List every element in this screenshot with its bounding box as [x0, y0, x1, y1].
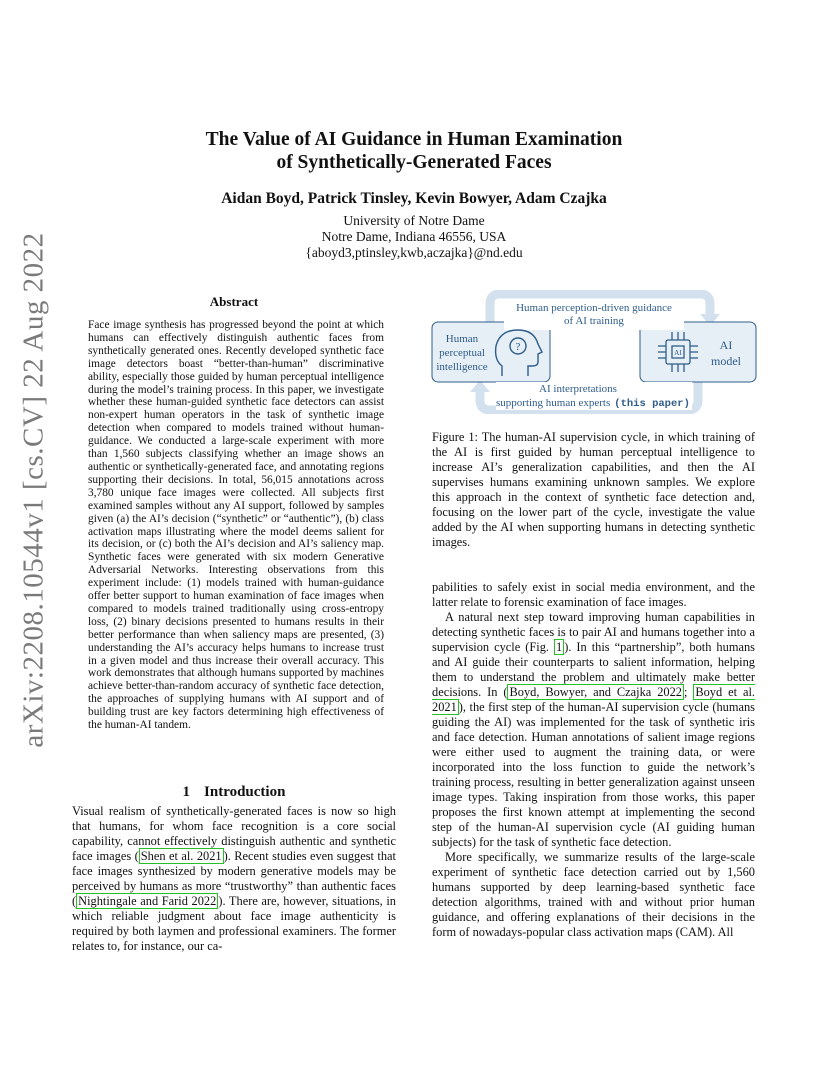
section-title: Introduction: [204, 784, 286, 800]
emails: {aboyd3,ptinsley,kwb,aczajka}@nd.edu: [305, 245, 523, 260]
intro-paragraph-2: [432, 610, 755, 850]
question-mark: ?: [515, 341, 521, 353]
paper-title: [130, 128, 698, 174]
chip-label: AI: [674, 349, 682, 357]
figure-1-cycle-diagram: [430, 290, 758, 414]
ai-label-1: AI: [719, 338, 733, 352]
text-run: ), the first step of the human-AI supervision cycle (humans guiding the AI) was implemented for the task of synthetic iris and face detection. Human annotations of salient image regions were either used to augment the training data, or were incorporated into the loss function to guide the network’s training process, resulting in better generalization against unseen image types. Taking inspiration from those works, this paper proposes the first known attempt at implementing the second step of the human-AI supervision cycle (AI guiding human subjects) for the task of synthetic face detection.: [432, 700, 755, 849]
text-run: Visual realism of synthetically-generated faces is now so high that humans, for whom face recognition is a core social capability, cannot effectively distinguish authentic and synthetic face images (: [72, 804, 396, 863]
title-line-1: The Value of AI Guidance in Human Examination: [205, 129, 623, 150]
bottom-arrow-label-text: supporting human experts: [496, 397, 611, 409]
ai-label-2: model: [711, 354, 741, 368]
citation-link[interactable]: Shen et al. 2021: [140, 849, 222, 863]
text-run: A natural next step toward improving human capabilities in detecting synthetic faces is to pair AI and humans together into a supervision cycle (Fig.: [432, 610, 755, 654]
figure-ref-link[interactable]: 1: [555, 640, 563, 654]
abstract-heading: Abstract: [209, 294, 259, 309]
figure-1-caption: Figure 1: The human-AI supervision cycle, in which training of the AI is first guided by human perceptual intelligence to increase AI’s generalization capabilities, and then the AI supervises humans examining unknown samples. We explore this approach in the context of synthetic face detection and, focusing on the lower part of the cycle, investigate the value added by the AI when supporting humans in detecting synthetic images.: [432, 430, 755, 549]
text-run: ). Recent studies even suggest that face images synthesized by modern generative models may be perceived by humans as more “trustworthy” than authentic faces (: [72, 849, 396, 908]
arxiv-id: arXiv:2208.10544v1 [cs.CV] 22 Aug 2022: [17, 232, 50, 748]
section-number: 1: [182, 784, 191, 800]
affiliation-block: [130, 213, 698, 261]
bottom-arrow-label-2: [496, 397, 690, 410]
author-list: Aidan Boyd, Patrick Tinsley, Kevin Bowyer, Adam Czajka: [221, 190, 607, 207]
bottom-arrow-label-1: AI interpretations: [539, 383, 617, 395]
section-heading-introduction: [72, 784, 396, 801]
text-run: ;: [683, 685, 694, 699]
bottom-arrow-emphasis: (this paper): [614, 398, 690, 410]
affiliation: University of Notre Dame: [343, 213, 485, 228]
intro-paragraph-1-continued: pabilities to safely exist in social media environment, and the latter relate to forensic examination of face images.: [432, 580, 755, 609]
human-label-3: intelligence: [436, 361, 488, 373]
intro-paragraph-3: More specifically, we summarize results of the large-scale experiment of synthetic face detection carried out by 1,560 humans supported by deep learning-based synthetic face detection algorithms, trained with and without prior human guidance, and offering explanations of their decisions in the form of nowadays-popular class activation maps (CAM). All: [432, 850, 755, 939]
intro-left-column: [72, 804, 396, 954]
citation-link[interactable]: Boyd et al. 2021: [432, 685, 755, 714]
text-run: ). There are, however, situations, in which reliable judgment about face image authenticity is required by both laymen and professional examiners. The former relates to, for instance, our ca-: [72, 894, 396, 953]
human-label-2: perceptual: [439, 347, 485, 359]
address: Notre Dame, Indiana 46556, USA: [321, 229, 507, 244]
citation-link[interactable]: Boyd, Bowyer, and Czajka 2022: [509, 685, 682, 699]
citation-link[interactable]: Nightingale and Farid 2022: [78, 894, 217, 908]
intro-right-column: [432, 580, 755, 940]
arxiv-sidebar-stamp: [10, 232, 58, 748]
top-arrow-label-2: of AI training: [564, 315, 624, 327]
title-line-2: of Synthetically-Generated Faces: [276, 152, 552, 173]
abstract-text: Face image synthesis has progressed beyond the point at which humans can effectively distinguish authentic faces from synthetically generated ones. Recently developed synthetic face image detectors boast “better-than-human” discriminative ability, especially those guided by human perceptual intelligence during the model’s training process. In this paper, we investigate whether these human-guided synthetic face detectors can assist non-expert human operators in the task of synthetic image detection when compared to models trained without human-guidance. We conducted a large-scale experiment with more than 1,560 subjects classifying whether an image shows an authentic or synthetically-generated face, and annotating regions supporting their decisions. In total, 56,015 annotations across 3,780 unique face images were collected. All subjects first examined samples without any AI support, followed by samples given (a) the AI’s decision (“synthetic” or “authentic”), (b) class activation maps illustrating where the model deems salient for its decision, or (c) both the AI’s decision and AI’s saliency map. Synthetic faces were generated with six modern Generative Adversarial Networks. Interesting observations from this experiment include: (1) models trained with human-guidance offer better support to human examination of face images when compared to models trained traditionally using cross-entropy loss, (2) binary decisions presented to humans results in their better performance than when saliency maps are presented, (3) understanding the AI’s accuracy helps humans to increase trust in a given model and thus increase their overall accuracy. This work demonstrates that although humans supported by machines achieve better-than-random accuracy of synthetic face detection, the approaches of supplying humans with AI support and of building trust are key factors determining high effectiveness of the human-AI tandem.: [88, 319, 384, 732]
intro-paragraph-1: [72, 804, 396, 954]
human-label-1: Human: [445, 333, 479, 345]
top-arrow-label-1: Human perception-driven guidance: [516, 302, 672, 314]
text-run: ). In this “partnership”, both humans and AI guide their counterparts to salient information, helping them to understand the problem and ultimately make better decisions. In (: [432, 640, 755, 699]
